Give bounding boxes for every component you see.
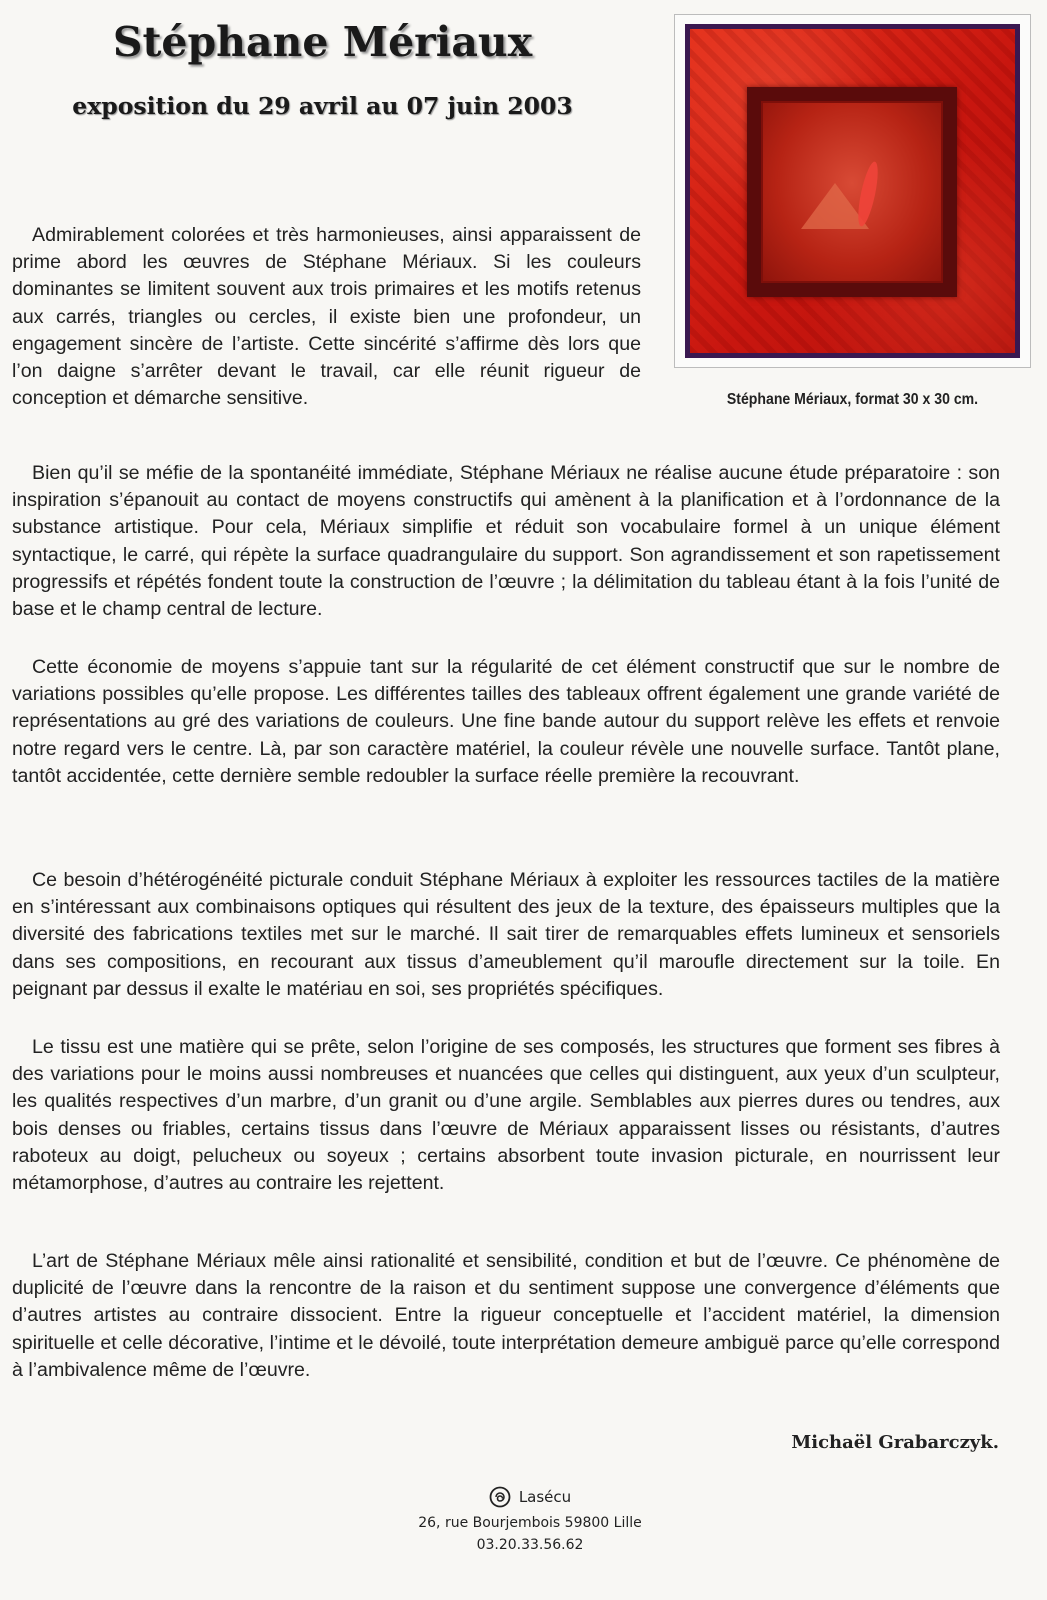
footer (330, 1482, 730, 1556)
paragraph-5: Le tissu est une matière qui se prête, selon l’origine de ses composés, les structures que forment ses fibres à des variations pour le moins aussi nombreuses et nuancées que celles qui distinguent, aux yeux d’un sculpteur, les qualités respectives d’un marbre, d’un granit ou d’une argile. Semblables aux pierres dures ou tendres, aux bois denses ou friables, certains tissus dans l’œuvre de Mériaux apparaissent lisses ou résistants, d’autres raboteux au doigt, pelucheux ou soyeux ; certains absorbent toute invasion picturale, en nourrissent leur métamorphose, d’autres au contraire les rejettent. (12, 1036, 1000, 1195)
artwork-image (685, 24, 1020, 358)
spiral-logo-icon (489, 1486, 511, 1508)
footer-logo-row (330, 1482, 730, 1512)
gallery-phone: 03.20.33.56.62 (476, 1537, 584, 1553)
artwork-caption: Stéphane Mériaux, format 30 x 30 cm. (726, 391, 979, 408)
artwork-inner-square (761, 101, 943, 283)
paragraph-4: Ce besoin d’hétérogénéité picturale conduit Stéphane Mériaux à exploiter les ressources tactiles de la matière en s’intéressant aux combinaisons optiques qui résultent des jeux de la texture, des épaisseurs multiples que la diversité des fabrications textiles met sur le marché. Il sait tirer de remarquables effets lumineux et sensoriels dans ses compositions, en recourant aux tissus d’ameublement qu’il maroufle directement sur la toile. En peignant par dessus il exalte le matériau en soi, ses propriétés spécifiques. (12, 869, 1000, 1000)
gallery-address: 26, rue Bourjembois 59800 Lille (418, 1515, 642, 1531)
paragraph-3: Cette économie de moyens s’appuie tant sur la régularité de cet élément constructif que sur le nombre de variations possibles qu’elle propose. Les différentes tailles des tableaux offrent également une grande variété de représentations au gré des variations de couleurs. Une fine bande autour du support relève les effets et renvoie notre regard vers le centre. Là, par son caractère matériel, la couleur révèle une nouvelle surface. Tantôt plane, tantôt accidentée, cette dernière semble redoubler la surface réelle première la recouvrant. (12, 656, 1000, 787)
gallery-name: Lasécu (518, 1488, 572, 1506)
exhibition-dates: exposition du 29 avril au 07 juin 2003 (72, 92, 573, 120)
author-signature: Michaël Grabarczyk. (791, 1432, 999, 1453)
paragraph-1: Admirablement colorées et très harmonieuses, ainsi apparaissent de prime abord les œuvres de Stéphane Mériaux. Si les couleurs dominantes se limitent souvent aux trois primaires et les motifs retenus aux carrés, triangles ou cercles, il existe bien une profondeur, un engagement sincère de l’artiste. Cette sincérité s’affirme dès lors que l’on daigne s’arrêter devant le travail, car elle réunit rigueur de conception et démarche sensitive. (12, 224, 641, 410)
paragraph-6: L’art de Stéphane Mériaux mêle ainsi rationalité et sensibilité, condition et but de l’œuvre. Ce phénomène de duplicité de l’œuvre dans la rencontre de la raison et du sentiment suppose une convergence d’éléments que d’autres artistes au contraire dissocient. Entre la rigueur conceptuelle et l’accident matériel, la dimension spirituelle et celle décorative, l’intime et le dévoilé, toute interprétation demeure ambiguë parce qu’elle correspond à l’ambivalence même de l’œuvre. (12, 1250, 1000, 1381)
paragraph-2: Bien qu’il se méfie de la spontanéité immédiate, Stéphane Mériaux ne réalise aucune étude préparatoire : son inspiration s’épanouit au contact de moyens constructifs qui amènent à la planification et à l’ordonnance de la substance artistique. Pour cela, Mériaux simplifie et réduit son vocabulaire formel à un unique élément syntactique, le carré, qui répète la surface quadrangulaire du support. Son agrandissement et son rapetissement progressifs et répétés fondent toute la construction de l’œuvre ; la délimitation du tableau étant à la fois l’unité de base et le champ central de lecture. (12, 462, 1000, 621)
artwork-frame (674, 14, 1031, 368)
page-title: Stéphane Mériaux (112, 18, 533, 66)
